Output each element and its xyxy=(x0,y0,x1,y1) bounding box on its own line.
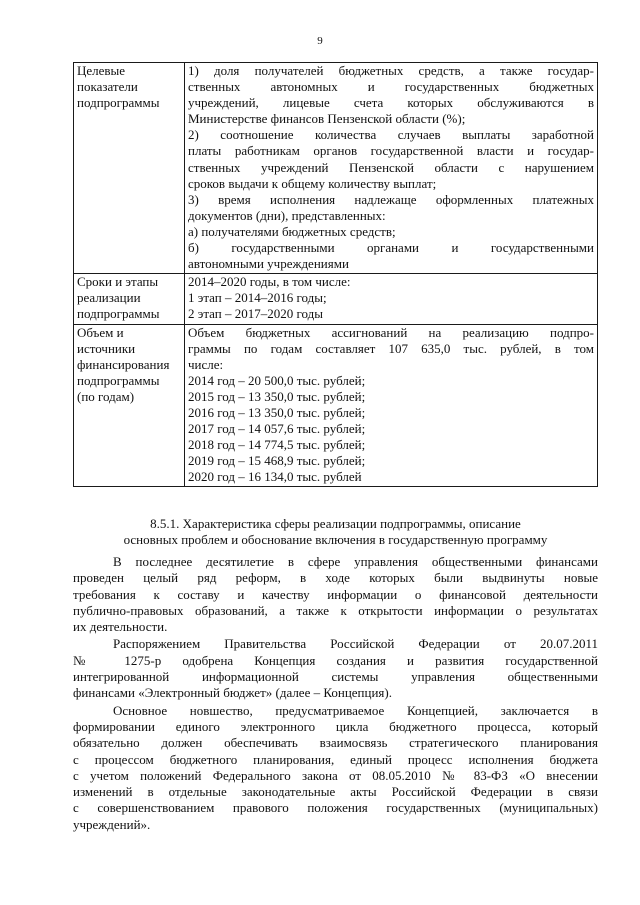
row-label-cell xyxy=(74,274,185,324)
paragraph-line: обязательно должен обеспечивать взаимосвязь стратегического планирования xyxy=(73,735,598,751)
paragraph-line: проведен целый ряд реформ, в ходе которых были выдвинуты новые xyxy=(73,570,598,586)
paragraph-line: учреждений». xyxy=(73,816,151,832)
row-label-line: Целевые xyxy=(77,63,126,78)
table-row xyxy=(74,274,598,324)
row-content-line: б) государственными органами и государственными xyxy=(188,240,594,256)
subprogram-passport-table xyxy=(73,62,598,487)
row-content-line: 2016 год – 13 350,0 тыс. рублей; xyxy=(188,404,366,420)
row-content-line: Объем бюджетных ассигнований на реализацию подпро- xyxy=(188,324,594,340)
body-text xyxy=(73,554,598,834)
row-content-line: платы работникам органов государственной власти и государ- xyxy=(188,143,594,159)
row-content-line: документов (дни), представленных: xyxy=(188,207,386,223)
paragraph-line: с совершенствованием правового положения государственных (муниципальных) xyxy=(73,800,598,816)
row-content-line: 2020 год – 16 134,0 тыс. рублей xyxy=(188,469,362,485)
section-heading xyxy=(73,516,598,549)
row-content-line: учреждений, лицевые счета которых обслуживаются в xyxy=(188,95,594,111)
row-label-line: подпрограммы xyxy=(77,95,160,111)
row-content-line: сроков выдачи к общему количеству выплат; xyxy=(188,175,437,191)
row-content-line: ственных учреждений Пензенской области с нарушением xyxy=(188,159,594,175)
row-label-cell xyxy=(74,324,185,487)
paragraph-line: интегрированной информационной системы управления общественными xyxy=(73,669,598,685)
row-content-cell xyxy=(185,324,598,487)
row-content-line: 2018 год – 14 774,5 тыс. рублей; xyxy=(188,437,366,453)
row-label-line: подпрограммы xyxy=(77,372,160,388)
row-content-line: числе: xyxy=(188,356,224,372)
paragraph-line: финансами «Электронный бюджет» (далее – Концепция). xyxy=(73,685,392,701)
row-label-line: подпрограммы xyxy=(77,306,160,322)
paragraph-line: требования к составу и качеству информации о финансовой деятельности xyxy=(73,586,598,602)
paragraph xyxy=(73,554,598,635)
row-content-line: граммы по годам составляет 107 635,0 тыс. рублей, в том xyxy=(188,340,594,356)
paragraph xyxy=(73,703,598,833)
row-label-line: источники xyxy=(77,340,136,356)
row-label-line: Сроки и этапы xyxy=(77,274,159,290)
paragraph-line: изменений в отдельные законодательные акты Российской Федерации в связи xyxy=(73,784,598,800)
row-content-line: 1 этап – 2014–2016 годы; xyxy=(188,290,327,306)
row-content-line: ственных автономных и государственных бюджетных xyxy=(188,79,594,95)
row-content-line: автономными учреждениями xyxy=(188,256,349,272)
row-content-line: Министерстве финансов Пензенской области (%); xyxy=(188,111,466,127)
row-content-cell xyxy=(185,274,598,324)
row-label-line: показатели xyxy=(77,79,138,95)
row-content-line: а) получателями бюджетных средств; xyxy=(188,223,396,239)
row-label-cell xyxy=(74,63,185,274)
paragraph-line: № 1275-р одобрена Концепция создания и развития государственной xyxy=(73,652,598,668)
paragraph xyxy=(73,636,598,701)
row-label-line: Объем и xyxy=(77,324,124,340)
row-content-line: 3) время исполнения надлежаще оформленных платежных xyxy=(188,191,594,207)
row-content-line: 2 этап – 2017–2020 годы xyxy=(188,306,323,322)
table-row xyxy=(74,63,598,274)
paragraph-line: их деятельности. xyxy=(73,619,168,635)
row-content-line: 2014 год – 20 500,0 тыс. рублей; xyxy=(188,372,366,388)
page-number: 9 xyxy=(317,35,323,47)
paragraph-line: с процессом бюджетного планирования, единый процесс исполнения бюджета xyxy=(73,751,598,767)
row-content-line: 1) доля получателей бюджетных средств, а также государ- xyxy=(188,63,594,78)
row-label-line: финансирования xyxy=(77,356,170,372)
paragraph-line: публично-правовых образований, а также к открытости информации о результатах xyxy=(73,602,598,618)
row-content-cell xyxy=(185,63,598,274)
row-content-line: 2019 год – 15 468,9 тыс. рублей; xyxy=(188,453,366,469)
paragraph-line: Основное новшество, предусматриваемое Концепцией, заключается в xyxy=(113,702,598,718)
paragraph-line: В последнее десятилетие в сфере управления общественными финансами xyxy=(113,554,598,569)
row-label-line: реализации xyxy=(77,290,141,306)
row-content-line: 2014–2020 годы, в том числе: xyxy=(188,274,351,290)
paragraph-line: Распоряжением Правительства Российской Федерации от 20.07.2011 xyxy=(113,636,598,652)
paragraph-line: с учетом положений Федерального закона от 08.05.2010 № 83-ФЗ «О внесении xyxy=(73,767,598,783)
section-heading-line: 8.5.1. Характеристика сферы реализации подпрограммы, описание xyxy=(150,516,521,531)
section-heading-line: основных проблем и обоснование включения в государственную программу xyxy=(123,532,548,548)
row-label-line: (по годам) xyxy=(77,388,135,404)
table-row xyxy=(74,324,598,487)
row-content-line: 2) соотношение количества случаев выплаты заработной xyxy=(188,127,594,143)
row-content-line: 2017 год – 14 057,6 тыс. рублей; xyxy=(188,421,366,437)
row-content-line: 2015 год – 13 350,0 тыс. рублей; xyxy=(188,388,366,404)
paragraph-line: формировании единого электронного цикла бюджетного процесса, который xyxy=(73,718,598,734)
